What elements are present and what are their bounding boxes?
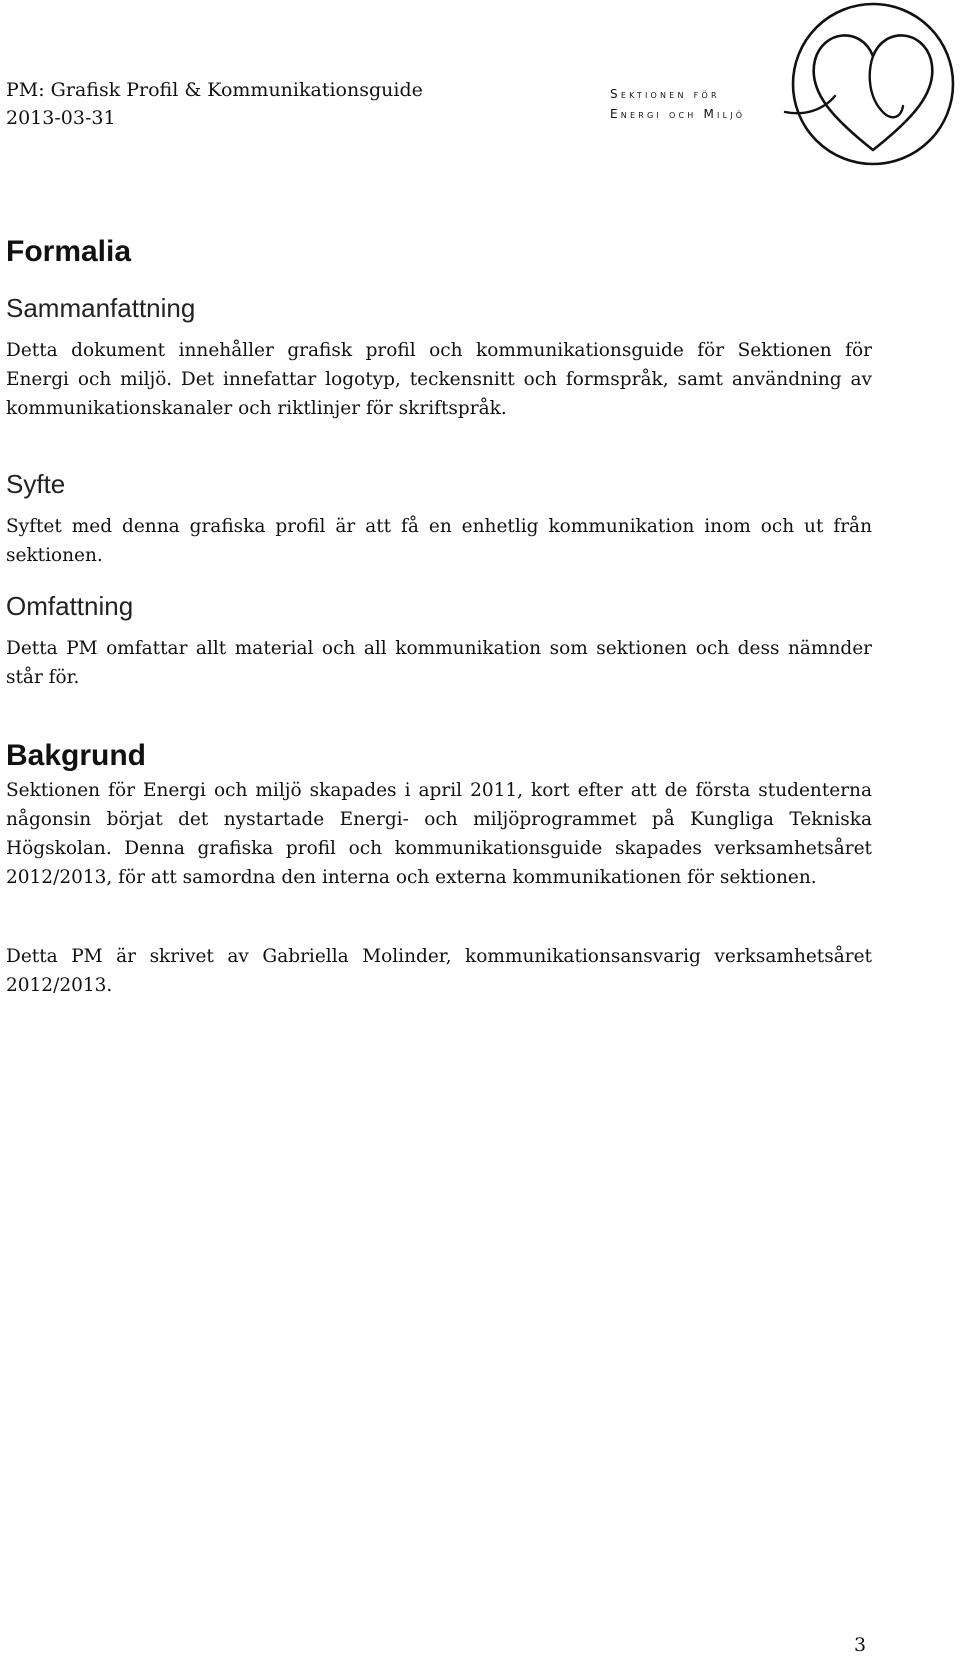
organization-name-line2: Energi och Miljö (610, 107, 746, 121)
document-title: PM: Grafisk Profil & Kommunikationsguide (6, 79, 423, 101)
section-heading-bakgrund: Bakgrund (6, 739, 147, 772)
subheading-omfattning: Omfattning (6, 591, 134, 621)
section-heading-formalia: Formalia (6, 235, 132, 268)
heart-leaf-logo-icon (775, 0, 960, 180)
organization-name (610, 84, 745, 124)
paragraph-sammanfattning: Detta dokument innehåller grafisk profil och kommunikationsguide för Sektionen för Energi och miljö. Det innefattar logotyp, teckensnitt och formspråk, samt användning av kommunikationskanaler och riktlinjer för skriftspråk. (6, 340, 872, 419)
paragraph-syfte: Syftet med denna grafiska profil är att få en enhetlig kommunikation inom och ut från sektionen. (6, 516, 872, 566)
paragraph-omfattning: Detta PM omfattar allt material och all kommunikation som sektionen och dess nämnder står för. (6, 638, 872, 688)
page-number: 3 (854, 1634, 867, 1656)
subheading-syfte: Syfte (6, 469, 66, 499)
document-date: 2013-03-31 (6, 107, 116, 129)
subheading-sammanfattning: Sammanfattning (6, 293, 196, 323)
paragraph-bakgrund-1: Sektionen för Energi och miljö skapades i april 2011, kort efter att de första studenterna någonsin börjat det nystartade Energi- och miljöprogrammet på Kungliga Tekniska Högskolan. Denna grafiska profil och kommunikationsguide skapades verksamhetsåret 2012/2013, för att samordna den interna och externa kommunikationen för sektionen. (6, 780, 872, 888)
organization-name-line1: Sektionen för (610, 87, 720, 101)
document-header (6, 76, 423, 132)
paragraph-bakgrund-2: Detta PM är skrivet av Gabriella Molinder, kommunikationsansvarig verksamhetsåret 2012/2013. (6, 946, 872, 996)
